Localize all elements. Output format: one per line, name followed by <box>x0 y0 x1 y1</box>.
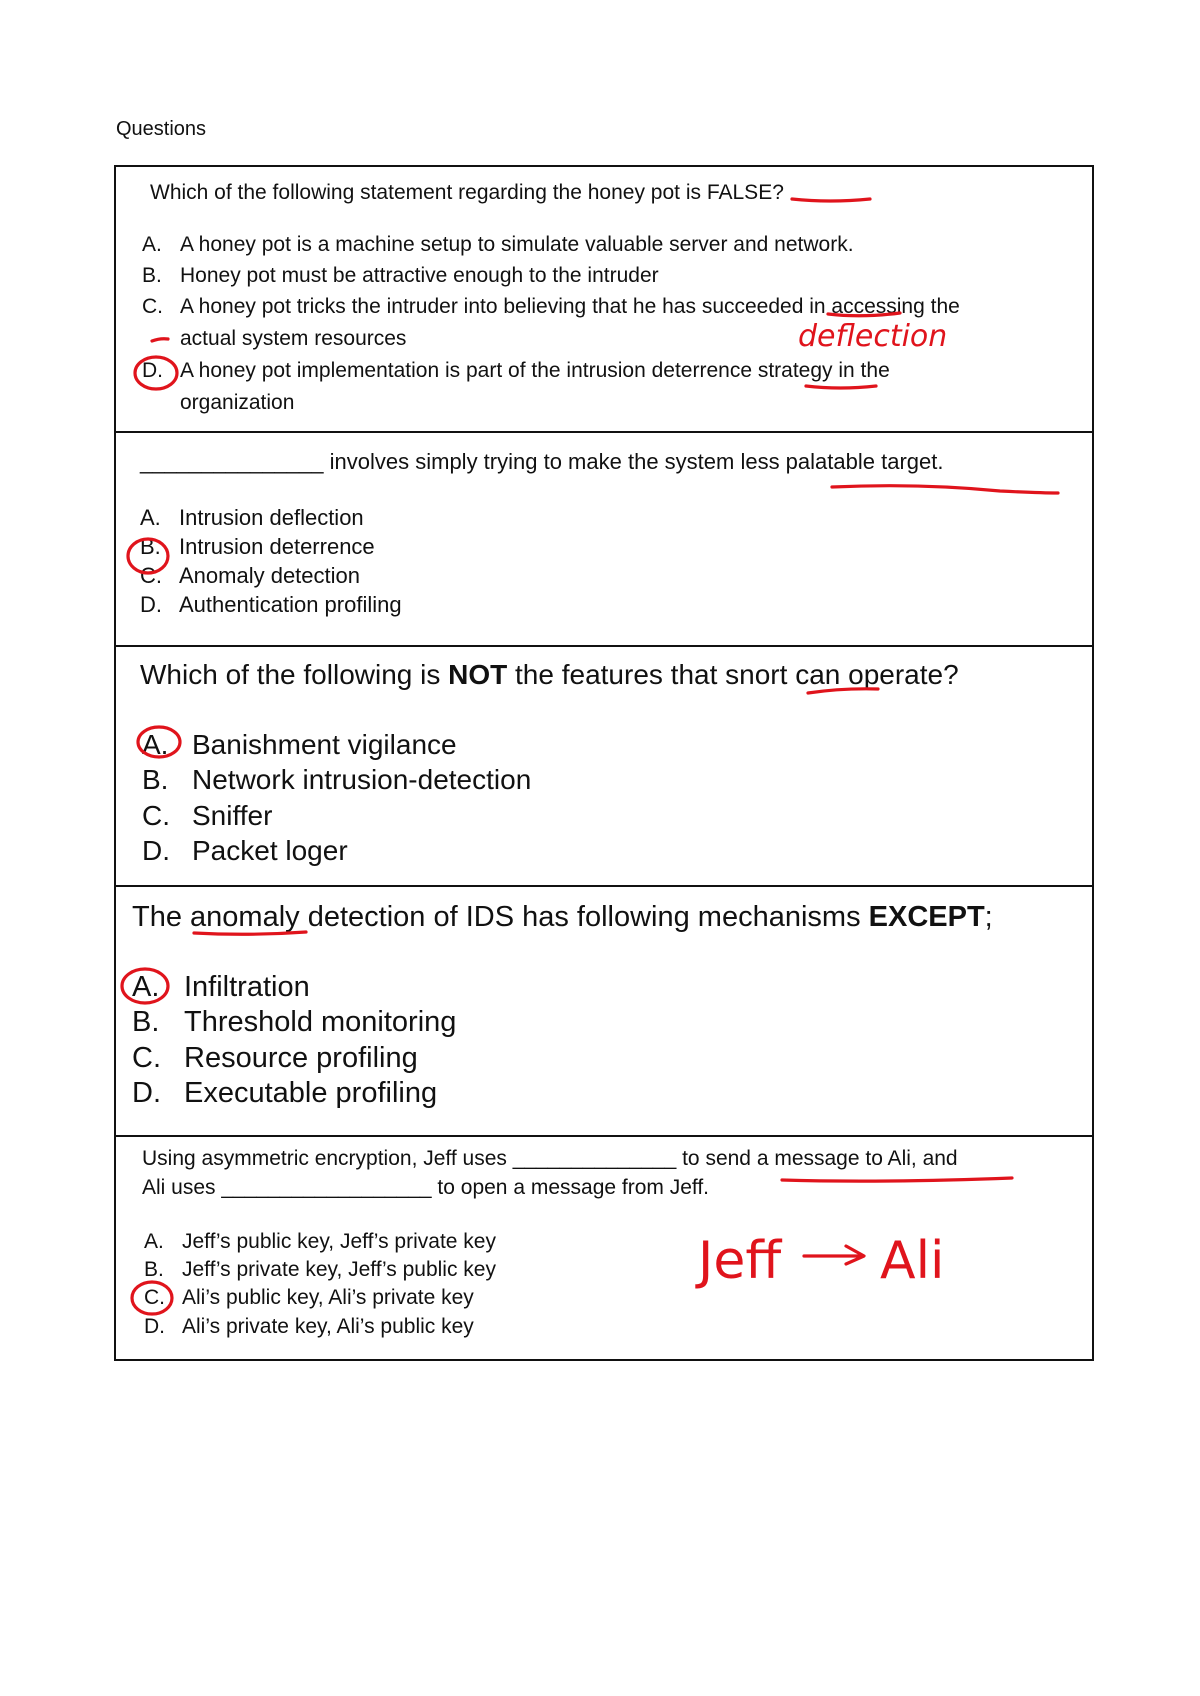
question-4 <box>115 886 1093 1136</box>
question-3 <box>115 646 1093 886</box>
question-5 <box>115 1136 1093 1360</box>
option-c[interactable]: C. Anomaly detection <box>140 563 360 588</box>
question-4-stem: The anomaly detection of IDS has following mechanisms EXCEPT; <box>132 901 993 933</box>
keyword-except: EXCEPT <box>868 901 985 933</box>
option-d[interactable]: D. A honey pot implementation is part of the intrusion deterrence strategy in the <box>142 359 890 382</box>
option-a[interactable]: A. Jeff’s public key, Jeff’s private key <box>144 1230 496 1253</box>
question-2-stem: _______________ involves simply trying to make the system less palatable target. <box>140 449 944 474</box>
option-a[interactable]: A. Intrusion deflection <box>140 505 364 530</box>
question-1 <box>115 166 1093 432</box>
option-b[interactable]: B. Threshold monitoring <box>132 1006 457 1038</box>
option-d-line2: organization <box>180 391 295 414</box>
option-d[interactable]: D. Executable profiling <box>132 1077 438 1109</box>
option-b[interactable]: B. Honey pot must be attractive enough to the intruder <box>142 264 659 287</box>
annotation-deflection: deflection <box>798 319 948 354</box>
option-c-line2: actual system resources <box>180 327 407 350</box>
option-b[interactable]: B. Jeff’s private key, Jeff’s public key <box>144 1258 496 1281</box>
option-d[interactable]: D. Ali’s private key, Ali’s public key <box>144 1315 474 1338</box>
question-5-stem-line1: Using asymmetric encryption, Jeff uses ______________ to send a message to Ali, and <box>142 1147 958 1170</box>
question-2 <box>115 432 1093 646</box>
question-1-stem: Which of the following statement regarding the honey pot is FALSE? <box>150 181 784 204</box>
annotation-jeff: Jeff <box>698 1231 782 1291</box>
option-b[interactable]: B. Intrusion deterrence <box>140 534 375 559</box>
option-a[interactable]: A. Banishment vigilance <box>142 729 457 760</box>
question-3-stem: Which of the following is NOT the features that snort can operate? <box>140 659 959 690</box>
option-d[interactable]: D. Packet loger <box>142 835 348 866</box>
question-5-stem-line2: Ali uses __________________ to open a message from Jeff. <box>142 1176 710 1199</box>
keyword-not: NOT <box>448 659 508 690</box>
option-c[interactable]: C. Sniffer <box>142 800 273 831</box>
annotation-ali: Ali <box>880 1231 945 1291</box>
answer-blank: _______________ <box>140 449 324 474</box>
option-a[interactable]: A. Infiltration <box>132 971 310 1003</box>
page-header: Questions <box>116 118 207 140</box>
option-c[interactable]: C. A honey pot tricks the intruder into believing that he has succeeded in accessing the <box>142 295 960 318</box>
option-a[interactable]: A. A honey pot is a machine setup to simulate valuable server and network. <box>142 233 854 256</box>
option-c[interactable]: C. Ali’s public key, Ali’s private key <box>144 1286 474 1309</box>
option-c[interactable]: C. Resource profiling <box>132 1042 418 1074</box>
option-b[interactable]: B. Network intrusion-detection <box>142 764 532 795</box>
keyword-false: FALSE <box>706 181 773 204</box>
option-d[interactable]: D. Authentication profiling <box>140 592 402 617</box>
questions-table <box>114 165 1094 1361</box>
